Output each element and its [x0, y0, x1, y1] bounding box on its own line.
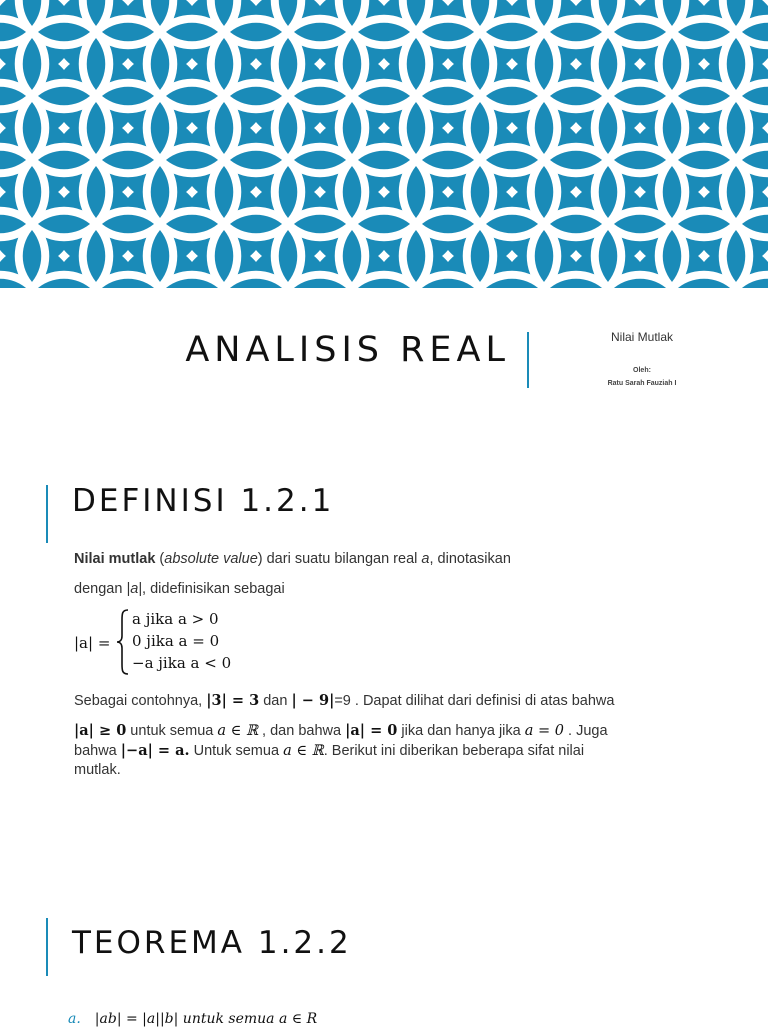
text-fragment: (	[155, 551, 165, 567]
math-abs-zero: |a| = 0	[345, 722, 398, 739]
title-divider	[527, 332, 529, 388]
case-row-positive: a jika a > 0	[132, 610, 219, 628]
text-fragment: . Berikut ini diberikan beberapa sifat nilai	[323, 743, 585, 759]
text-fragment: untuk semua	[126, 723, 218, 739]
title-slide	[0, 288, 768, 458]
property-line-2	[74, 742, 584, 759]
text-fragment: dengan	[74, 581, 127, 597]
theorem-accent-bar	[46, 918, 48, 976]
text-fragment: , didefinisikan sebagai	[142, 581, 285, 597]
text-fragment: , dinotasikan	[429, 551, 511, 567]
text-fragment: bahwa	[74, 743, 121, 759]
case-row-zero: 0 jika a = 0	[132, 632, 220, 650]
definition-line-1	[74, 551, 511, 567]
math-a-in-r: a ∈ ℝ	[217, 723, 259, 739]
definition-heading: DEFINISI 1.2.1	[72, 483, 335, 519]
math-abs-3: |3| = 3	[206, 692, 260, 709]
text-fragment: , dan bahwa	[258, 723, 346, 739]
piecewise-lhs: |a| =	[74, 634, 111, 652]
text-fragment: jika dan hanya jika	[397, 723, 525, 739]
item-label: a.	[68, 1011, 81, 1027]
theorem-item-text: |ab| = |a||b| untuk semua a ∈ R	[94, 1011, 318, 1027]
main-title: ANALISIS REAL	[185, 330, 510, 370]
case-row-negative: −a jika a < 0	[132, 654, 232, 672]
theorem-heading: TEOREMA 1.2.2	[72, 925, 352, 961]
math-a-in-r: a ∈ ℝ	[283, 743, 324, 759]
definition-line-2	[74, 581, 285, 597]
example-line	[74, 692, 614, 709]
definition-accent-bar	[46, 485, 48, 543]
property-line-1	[74, 722, 608, 739]
text-fragment: ) dari suatu bilangan real	[257, 551, 422, 567]
text-fragment: dan	[259, 693, 292, 709]
header-pattern-banner	[0, 0, 768, 288]
text-fragment: Untuk semua	[189, 743, 284, 759]
text-fragment: =9 . Dapat dilihat dari definisi di atas bahwa	[334, 693, 615, 709]
term-bold: Nilai mutlak	[74, 551, 156, 567]
math-abs-neg9: | − 9|	[291, 692, 335, 709]
abs-a-symbol: |a|	[126, 581, 143, 597]
piecewise-definition	[74, 608, 374, 678]
left-brace-icon	[116, 608, 130, 676]
subtitle: Nilai Mutlak	[610, 330, 673, 344]
text-fragment: . Juga	[563, 723, 608, 739]
term-italic: absolute value	[164, 551, 258, 567]
math-a-zero: a = 0	[524, 723, 564, 739]
math-nonneg: |a| ≥ 0	[74, 722, 127, 739]
property-line-3: mutlak.	[74, 762, 121, 778]
text-fragment: Sebagai contohnya,	[74, 693, 207, 709]
theorem-item-a	[68, 1011, 317, 1027]
math-abs-neg-a: |−a| = a.	[120, 742, 190, 759]
author-label: Oleh:	[633, 367, 651, 374]
author-name: Ratu Sarah Fauziah I	[607, 380, 677, 387]
var-a: a	[421, 551, 430, 567]
